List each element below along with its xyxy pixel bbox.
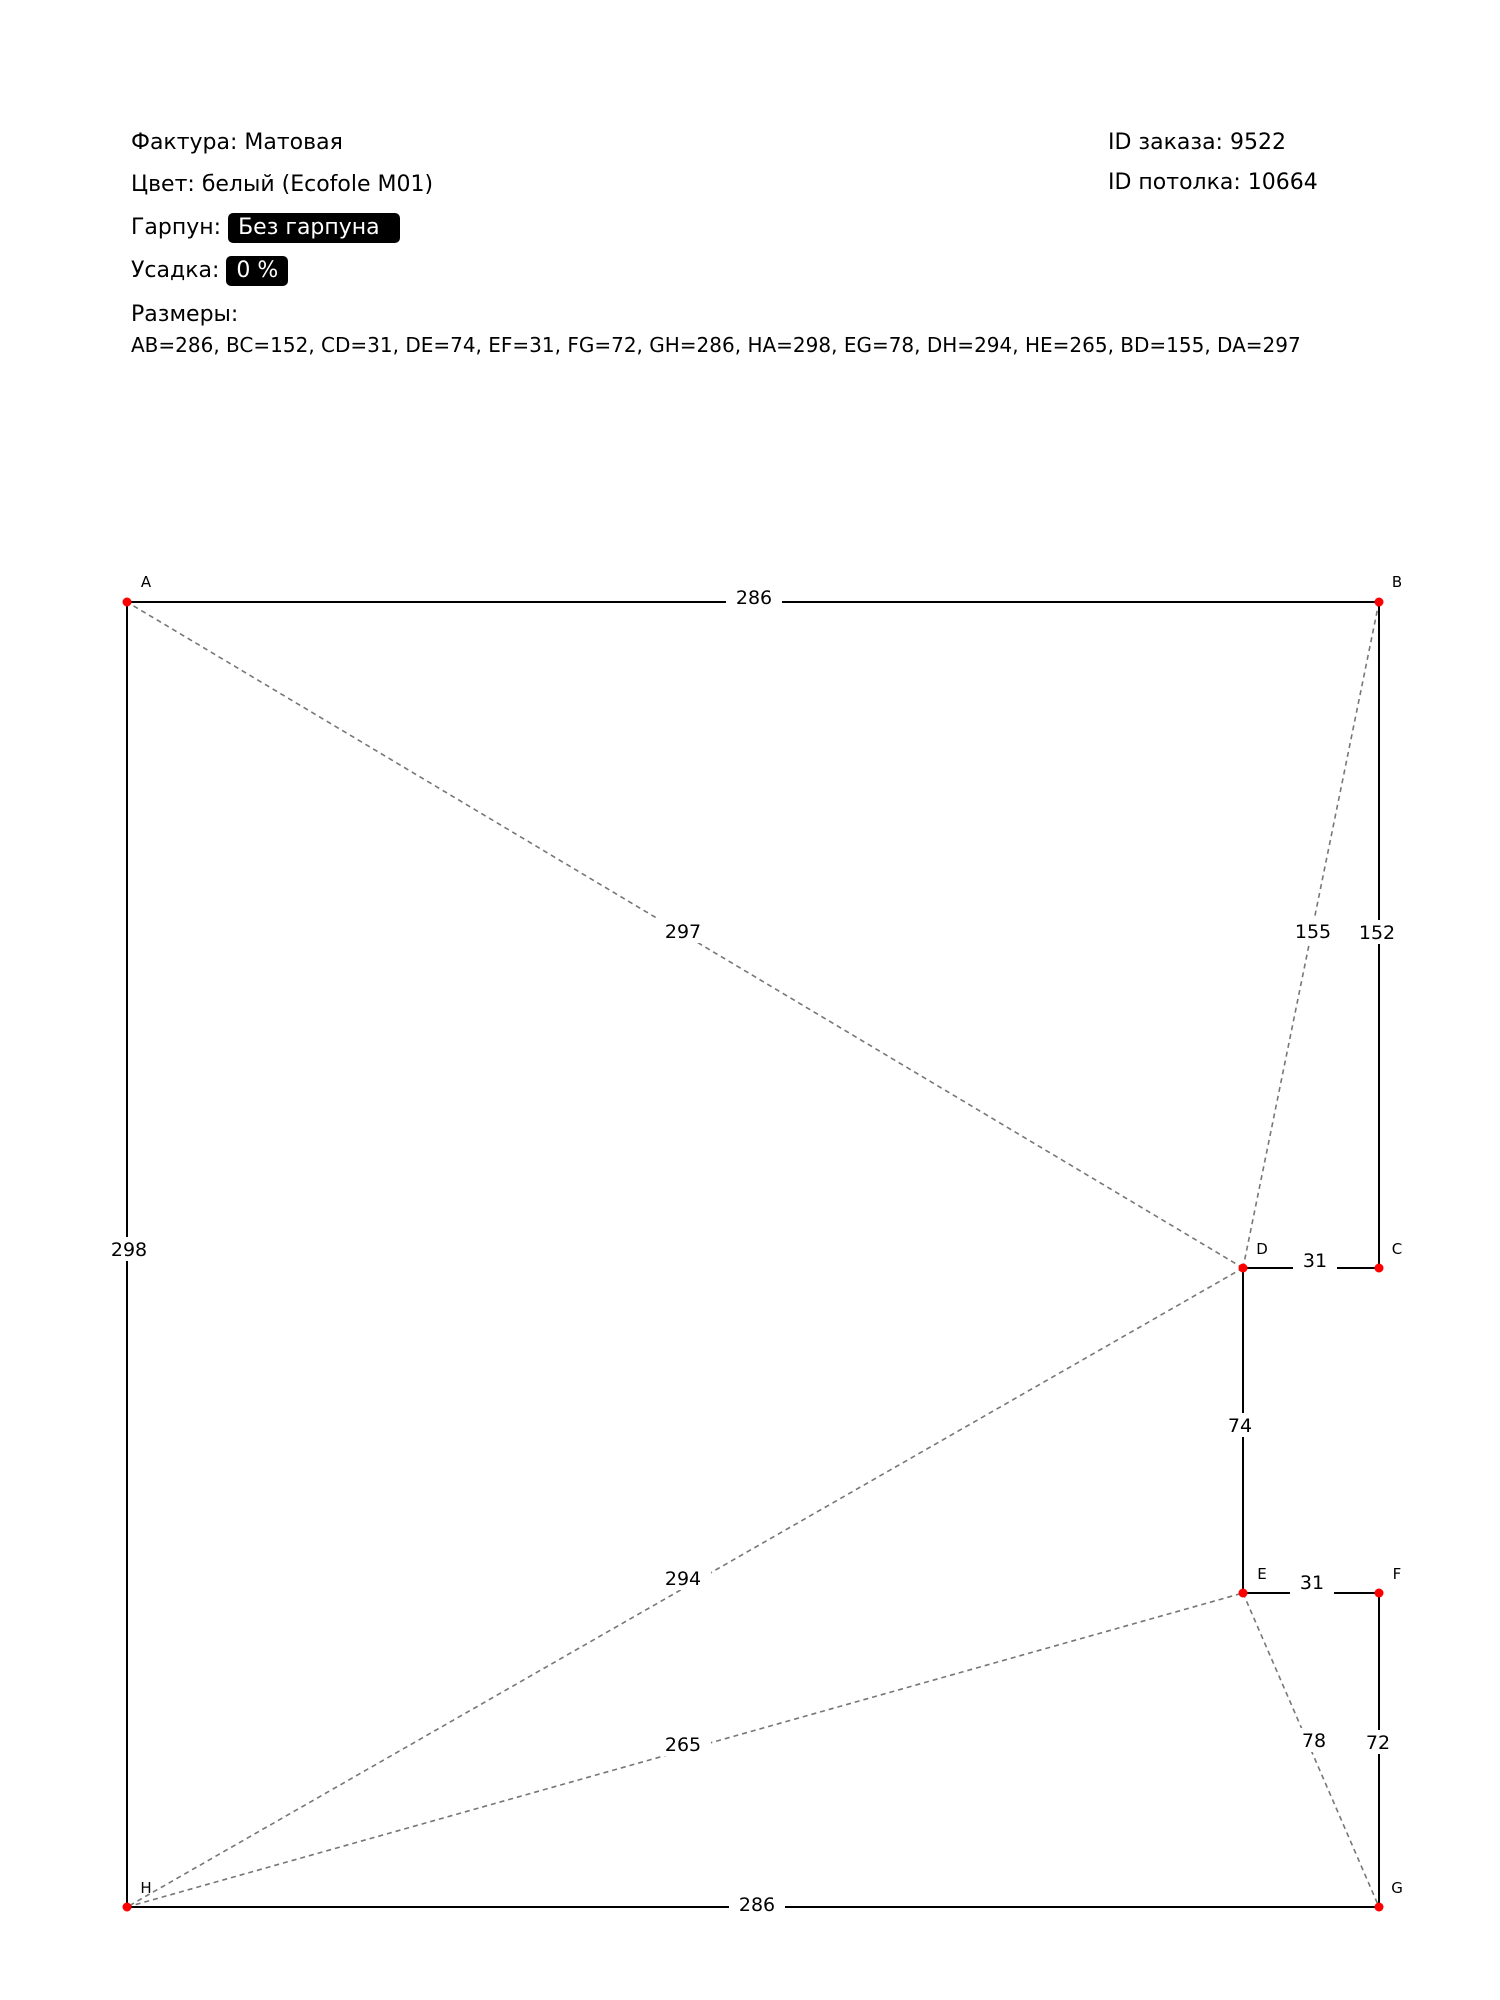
vertex-label-C: C — [1391, 1240, 1403, 1258]
length-label-CD: 31 — [1302, 1250, 1328, 1272]
vertex-label-G: G — [1391, 1879, 1403, 1897]
texture-value: Матовая — [244, 130, 343, 155]
shrink-label: Усадка: — [131, 258, 220, 283]
sizes-list: AB=286, BC=152, CD=31, DE=74, EF=31, FG=72, GH=286, HA=298, EG=78, DH=294, HE=265, BD=155, DA=297 — [131, 333, 1301, 357]
vertex-E — [1239, 1589, 1248, 1598]
length-label-FG: 72 — [1365, 1732, 1391, 1754]
order-id-value: 9522 — [1229, 130, 1286, 155]
vertex-B — [1375, 598, 1384, 607]
length-label-AB: 286 — [735, 587, 773, 609]
vertex-C — [1375, 1264, 1384, 1273]
vertex-H — [123, 1903, 132, 1912]
length-label-EF: 31 — [1299, 1572, 1325, 1594]
vertex-G — [1375, 1903, 1384, 1912]
length-label-EG: 78 — [1301, 1730, 1327, 1752]
length-label-DE: 74 — [1227, 1415, 1253, 1437]
length-label-GH: 286 — [738, 1894, 776, 1916]
vertex-F — [1375, 1589, 1384, 1598]
color-label: Цвет: — [131, 172, 195, 197]
length-label-DA: 297 — [664, 921, 702, 943]
harpoon-badge: Без гарпуна — [228, 213, 400, 243]
shrink-badge: 0 % — [226, 256, 288, 286]
length-label-BD: 155 — [1294, 921, 1332, 943]
vertex-A — [123, 598, 132, 607]
color-value: белый (Ecofole M01) — [201, 172, 434, 197]
ceiling-id-label: ID потолка: — [1108, 170, 1241, 195]
vertex-D — [1239, 1264, 1248, 1273]
length-label-HA: 298 — [110, 1239, 148, 1261]
vertex-label-A: A — [140, 573, 152, 591]
texture-label: Фактура: — [131, 130, 238, 155]
vertex-label-E: E — [1257, 1565, 1267, 1583]
vertex-label-B: B — [1391, 573, 1403, 591]
vertex-label-F: F — [1392, 1565, 1402, 1583]
sizes-title: Размеры: — [131, 302, 239, 327]
length-label-DH: 294 — [664, 1568, 702, 1590]
ceiling-id-value: 10664 — [1247, 170, 1318, 195]
length-label-BC: 152 — [1358, 922, 1396, 944]
harpoon-label: Гарпун: — [131, 215, 222, 240]
vertex-label-D: D — [1256, 1240, 1268, 1258]
vertex-label-H: H — [140, 1879, 152, 1897]
length-label-HE: 265 — [664, 1734, 702, 1756]
order-id-label: ID заказа: — [1108, 130, 1223, 155]
